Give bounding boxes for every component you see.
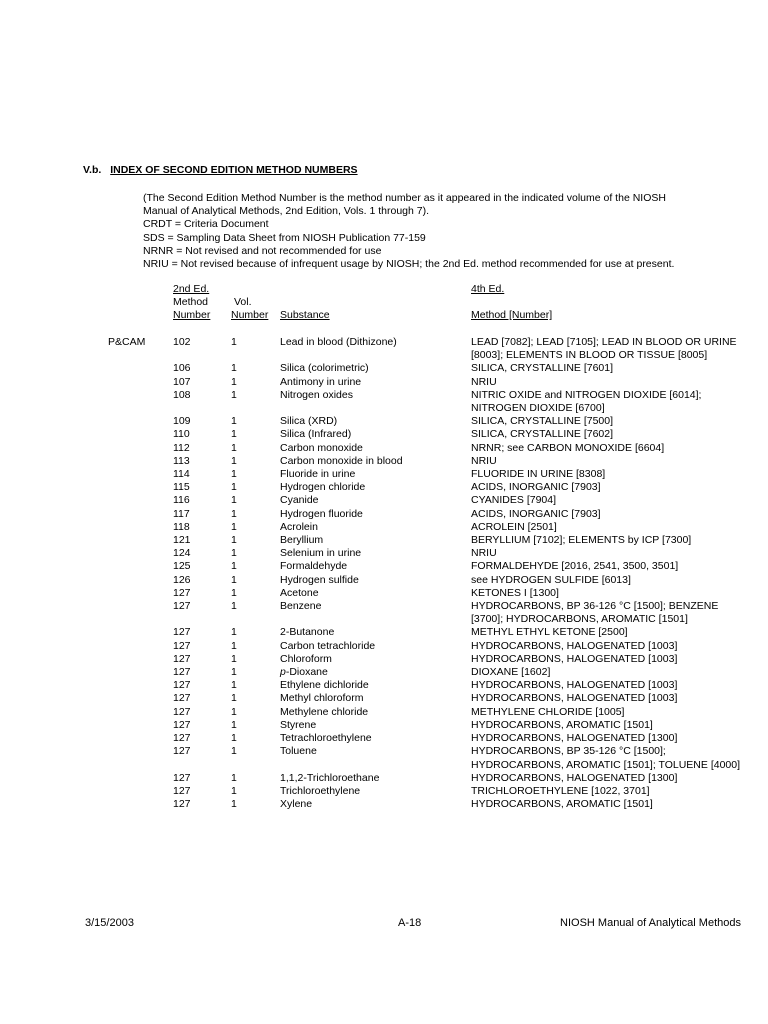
volume-number-cell: 1 xyxy=(231,388,237,401)
table-row xyxy=(0,719,768,732)
volume-number-cell: 1 xyxy=(231,441,237,454)
col-header-2nd-ed: 2nd Ed. xyxy=(173,283,210,295)
fourth-ed-method-cell: NITRIC OXIDE and NITROGEN DIOXIDE [6014]; NITROGEN DIOXIDE [6700] xyxy=(471,388,702,415)
volume-number-cell: 1 xyxy=(231,639,237,652)
method-number-cell: 114 xyxy=(173,468,190,481)
method-index-table xyxy=(0,336,768,811)
substance-cell: Tetrachloroethylene xyxy=(280,732,372,745)
method-number-cell: 127 xyxy=(173,692,191,705)
volume-number-cell: 1 xyxy=(231,745,237,758)
substance-cell: Acetone xyxy=(280,586,319,599)
volume-number-cell: 1 xyxy=(231,652,237,665)
section-heading xyxy=(83,164,358,177)
intro-line: (The Second Edition Method Number is the method number as it appeared in the indicated volume of the NIOSH xyxy=(143,192,666,204)
method-number-cell: 102 xyxy=(173,336,191,348)
method-number-cell: 127 xyxy=(173,718,191,731)
table-row xyxy=(0,521,768,534)
method-number-cell: 127 xyxy=(173,679,191,692)
substance-cell: Carbon monoxide xyxy=(280,441,363,454)
method-number-cell: 107 xyxy=(173,375,191,388)
volume-number-cell: 1 xyxy=(231,626,237,639)
volume-number-cell: 1 xyxy=(231,679,237,692)
substance-cell: Acrolein xyxy=(280,520,318,533)
intro-notes xyxy=(143,192,743,271)
fourth-ed-method-cell: ACIDS, INORGANIC [7903] xyxy=(471,481,601,494)
table-row xyxy=(0,389,768,415)
intro-line: Manual of Analytical Methods, 2nd Edition, Vols. 1 through 7). xyxy=(143,205,430,218)
volume-number-cell: 1 xyxy=(231,362,237,375)
volume-number-cell: 1 xyxy=(231,415,237,428)
substance-cell: 2-Butanone xyxy=(280,626,335,639)
substance-cell: Lead in blood (Dithizone) xyxy=(280,336,397,348)
volume-number-cell: 1 xyxy=(231,600,237,613)
footer-page-number: A-18 xyxy=(398,917,422,929)
fourth-ed-method-cell: ACROLEIN [2501] xyxy=(471,520,557,533)
method-number-cell: 127 xyxy=(173,745,191,758)
fourth-ed-method-cell: HYDROCARBONS, HALOGENATED [1300] xyxy=(471,771,678,784)
intro-line: NRNR = Not revised and not recommended for use xyxy=(143,244,382,257)
table-row xyxy=(0,798,768,811)
intro-line: SDS = Sampling Data Sheet from NIOSH Publication 77-159 xyxy=(143,231,426,244)
substance-cell: Styrene xyxy=(280,718,317,731)
substance-cell: Hydrogen chloride xyxy=(280,481,366,494)
table-row xyxy=(0,442,768,455)
method-number-cell: 118 xyxy=(173,520,190,533)
col-header-method: Method xyxy=(173,296,209,308)
footer-title: NIOSH Manual of Analytical Methods xyxy=(560,917,741,929)
volume-number-cell: 1 xyxy=(231,666,237,679)
substance-cell: Hydrogen fluoride xyxy=(280,507,363,520)
substance-cell: Trichloroethylene xyxy=(280,784,361,797)
method-number-cell: 127 xyxy=(173,600,191,613)
substance-cell: 1,1,2-Trichloroethane xyxy=(280,771,380,784)
volume-number-cell: 1 xyxy=(231,732,237,745)
volume-number-cell: 1 xyxy=(231,507,237,520)
volume-number-cell: 1 xyxy=(231,692,237,705)
method-number-cell: 127 xyxy=(173,771,191,784)
method-number-cell: 125 xyxy=(173,560,191,573)
fourth-ed-method-cell: NRIU xyxy=(471,454,497,467)
volume-number-cell: 1 xyxy=(231,520,237,533)
table-row xyxy=(0,560,768,573)
table-row xyxy=(0,574,768,587)
method-number-cell: 127 xyxy=(173,626,191,639)
method-number-cell: 127 xyxy=(173,784,191,797)
table-row xyxy=(0,481,768,494)
substance-cell: Nitrogen oxides xyxy=(280,388,353,401)
method-number-cell: 121 xyxy=(173,534,191,547)
fourth-ed-method-cell: HYDROCARBONS, HALOGENATED [1003] xyxy=(471,639,678,652)
fourth-ed-method-cell: see HYDROGEN SULFIDE [6013] xyxy=(471,573,631,586)
substance-cell: Hydrogen sulfide xyxy=(280,573,359,586)
method-number-cell: 126 xyxy=(173,573,191,586)
fourth-ed-method-cell: FLUORIDE IN URINE [8308] xyxy=(471,468,606,481)
substance-cell: Fluoride in urine xyxy=(280,468,356,481)
method-number-cell: 127 xyxy=(173,798,191,811)
section-prefix: V.b. xyxy=(83,164,102,176)
fourth-ed-method-cell: KETONES I [1300] xyxy=(471,586,559,599)
fourth-ed-method-cell: HYDROCARBONS, HALOGENATED [1300] xyxy=(471,732,678,745)
fourth-ed-method-cell: HYDROCARBONS, AROMATIC [1501] xyxy=(471,718,653,731)
fourth-ed-method-cell: DIOXANE [1602] xyxy=(471,666,551,679)
volume-number-cell: 1 xyxy=(231,494,237,507)
volume-number-cell: 1 xyxy=(231,771,237,784)
col-header-vol: Vol. xyxy=(234,296,252,308)
table-row xyxy=(0,547,768,560)
method-number-cell: 124 xyxy=(173,547,191,560)
table-row xyxy=(0,626,768,639)
substance-cell: Chloroform xyxy=(280,652,332,665)
col-header-vol-number: Number xyxy=(231,309,269,321)
substance-cell: Methyl chloroform xyxy=(280,692,364,705)
table-row xyxy=(0,772,768,785)
method-number-cell: 106 xyxy=(173,362,191,375)
fourth-ed-method-cell: HYDROCARBONS, BP 35-126 °C [1500]; HYDROCARBONS, AROMATIC [1501]; TOLUENE [4000] xyxy=(471,745,741,771)
method-number-cell: 109 xyxy=(173,415,191,428)
volume-number-cell: 1 xyxy=(231,586,237,599)
method-number-cell: 127 xyxy=(173,639,191,652)
substance-cell: Silica (Infrared) xyxy=(280,428,352,441)
table-row xyxy=(0,336,768,362)
table-row xyxy=(0,653,768,666)
substance-cell: Beryllium xyxy=(280,534,324,547)
method-number-cell: 117 xyxy=(173,507,190,520)
fourth-ed-method-cell: NRIU xyxy=(471,375,497,388)
substance-cell: Silica (XRD) xyxy=(280,415,338,428)
method-number-cell: 127 xyxy=(173,732,191,745)
substance-cell: Selenium in urine xyxy=(280,547,362,560)
fourth-ed-method-cell: CYANIDES [7904] xyxy=(471,494,557,507)
table-row xyxy=(0,494,768,507)
method-number-cell: 108 xyxy=(173,388,191,401)
volume-number-cell: 1 xyxy=(231,428,237,441)
fourth-ed-method-cell: SILICA, CRYSTALLINE [7601] xyxy=(471,362,614,375)
table-row xyxy=(0,679,768,692)
volume-number-cell: 1 xyxy=(231,454,237,467)
method-number-cell: 127 xyxy=(173,586,191,599)
volume-number-cell: 1 xyxy=(231,798,237,811)
table-row xyxy=(0,468,768,481)
method-number-cell: 127 xyxy=(173,666,191,679)
method-number-cell: 116 xyxy=(173,494,190,507)
fourth-ed-method-cell: LEAD [7082]; LEAD [7105]; LEAD IN BLOOD OR URINE [8003]; ELEMENTS IN BLOOD OR TISSUE [8005] xyxy=(471,336,737,362)
substance-cell: Carbon monoxide in blood xyxy=(280,454,403,467)
intro-line: NRIU = Not revised because of infrequent usage by NIOSH; the 2nd Ed. method recommended for use at present. xyxy=(143,258,675,271)
substance-cell: Ethylene dichloride xyxy=(280,679,369,692)
method-number-cell: 113 xyxy=(173,454,190,467)
substance-cell: Benzene xyxy=(280,600,322,613)
table-row xyxy=(0,785,768,798)
table-row xyxy=(0,706,768,719)
col-header-method-number: Method [Number] xyxy=(471,309,553,321)
table-row xyxy=(0,362,768,375)
table-row xyxy=(0,415,768,428)
fourth-ed-method-cell: HYDROCARBONS, BP 36-126 °C [1500]; BENZENE [3700]; HYDROCARBONS, AROMATIC [1501] xyxy=(471,600,719,626)
method-number-cell: 127 xyxy=(173,652,191,665)
volume-number-cell: 1 xyxy=(231,784,237,797)
table-row xyxy=(0,428,768,441)
fourth-ed-method-cell: BERYLLIUM [7102]; ELEMENTS by ICP [7300] xyxy=(471,534,692,547)
substance-cell: Antimony in urine xyxy=(280,375,362,388)
table-row xyxy=(0,376,768,389)
fourth-ed-method-cell: NRIU xyxy=(471,547,497,560)
col-header-number: Number xyxy=(173,309,211,321)
fourth-ed-method-cell: METHYLENE CHLORIDE [1005] xyxy=(471,705,625,718)
substance-cell: Formaldehyde xyxy=(280,560,348,573)
volume-number-cell: 1 xyxy=(231,336,237,348)
table-row xyxy=(0,600,768,626)
table-row xyxy=(0,745,768,771)
series-cell: P&CAM xyxy=(108,336,146,348)
volume-number-cell: 1 xyxy=(231,468,237,481)
volume-number-cell: 1 xyxy=(231,481,237,494)
method-number-cell: 110 xyxy=(173,428,190,441)
fourth-ed-method-cell: HYDROCARBONS, HALOGENATED [1003] xyxy=(471,652,678,665)
volume-number-cell: 1 xyxy=(231,705,237,718)
table-row xyxy=(0,692,768,705)
method-number-cell: 127 xyxy=(173,705,191,718)
substance-cell: Silica (colorimetric) xyxy=(280,362,369,375)
volume-number-cell: 1 xyxy=(231,534,237,547)
footer-date: 3/15/2003 xyxy=(85,917,134,929)
substance-cell: Carbon tetrachloride xyxy=(280,639,376,652)
fourth-ed-method-cell: SILICA, CRYSTALLINE [7602] xyxy=(471,428,614,441)
fourth-ed-method-cell: SILICA, CRYSTALLINE [7500] xyxy=(471,415,614,428)
table-row xyxy=(0,587,768,600)
section-title: INDEX OF SECOND EDITION METHOD NUMBERS xyxy=(110,164,358,176)
table-row xyxy=(0,508,768,521)
volume-number-cell: 1 xyxy=(231,560,237,573)
para-prefix: p xyxy=(280,666,286,679)
substance-cell: Cyanide xyxy=(280,494,319,507)
substance-cell: p-Dioxane xyxy=(280,666,328,679)
volume-number-cell: 1 xyxy=(231,573,237,586)
volume-number-cell: 1 xyxy=(231,375,237,388)
substance-cell: Methylene chloride xyxy=(280,705,369,718)
col-header-substance: Substance xyxy=(280,309,330,321)
table-row xyxy=(0,666,768,679)
volume-number-cell: 1 xyxy=(231,718,237,731)
intro-line: CRDT = Criteria Document xyxy=(143,218,269,231)
col-header-4th-ed: 4th Ed. xyxy=(471,283,505,295)
fourth-ed-method-cell: TRICHLOROETHYLENE [1022, 3701] xyxy=(471,784,650,797)
table-row xyxy=(0,455,768,468)
fourth-ed-method-cell: METHYL ETHYL KETONE [2500] xyxy=(471,626,628,639)
fourth-ed-method-cell: HYDROCARBONS, AROMATIC [1501] xyxy=(471,798,653,811)
table-row xyxy=(0,534,768,547)
fourth-ed-method-cell: FORMALDEHYDE [2016, 2541, 3500, 3501] xyxy=(471,560,679,573)
table-row xyxy=(0,640,768,653)
fourth-ed-method-cell: NRNR; see CARBON MONOXIDE [6604] xyxy=(471,441,665,454)
fourth-ed-method-cell: HYDROCARBONS, HALOGENATED [1003] xyxy=(471,692,678,705)
table-row xyxy=(0,732,768,745)
substance-cell: Xylene xyxy=(280,798,313,811)
fourth-ed-method-cell: HYDROCARBONS, HALOGENATED [1003] xyxy=(471,679,678,692)
method-number-cell: 112 xyxy=(173,441,190,454)
volume-number-cell: 1 xyxy=(231,547,237,560)
substance-cell: Toluene xyxy=(280,745,317,758)
fourth-ed-method-cell: ACIDS, INORGANIC [7903] xyxy=(471,507,601,520)
method-number-cell: 115 xyxy=(173,481,190,494)
